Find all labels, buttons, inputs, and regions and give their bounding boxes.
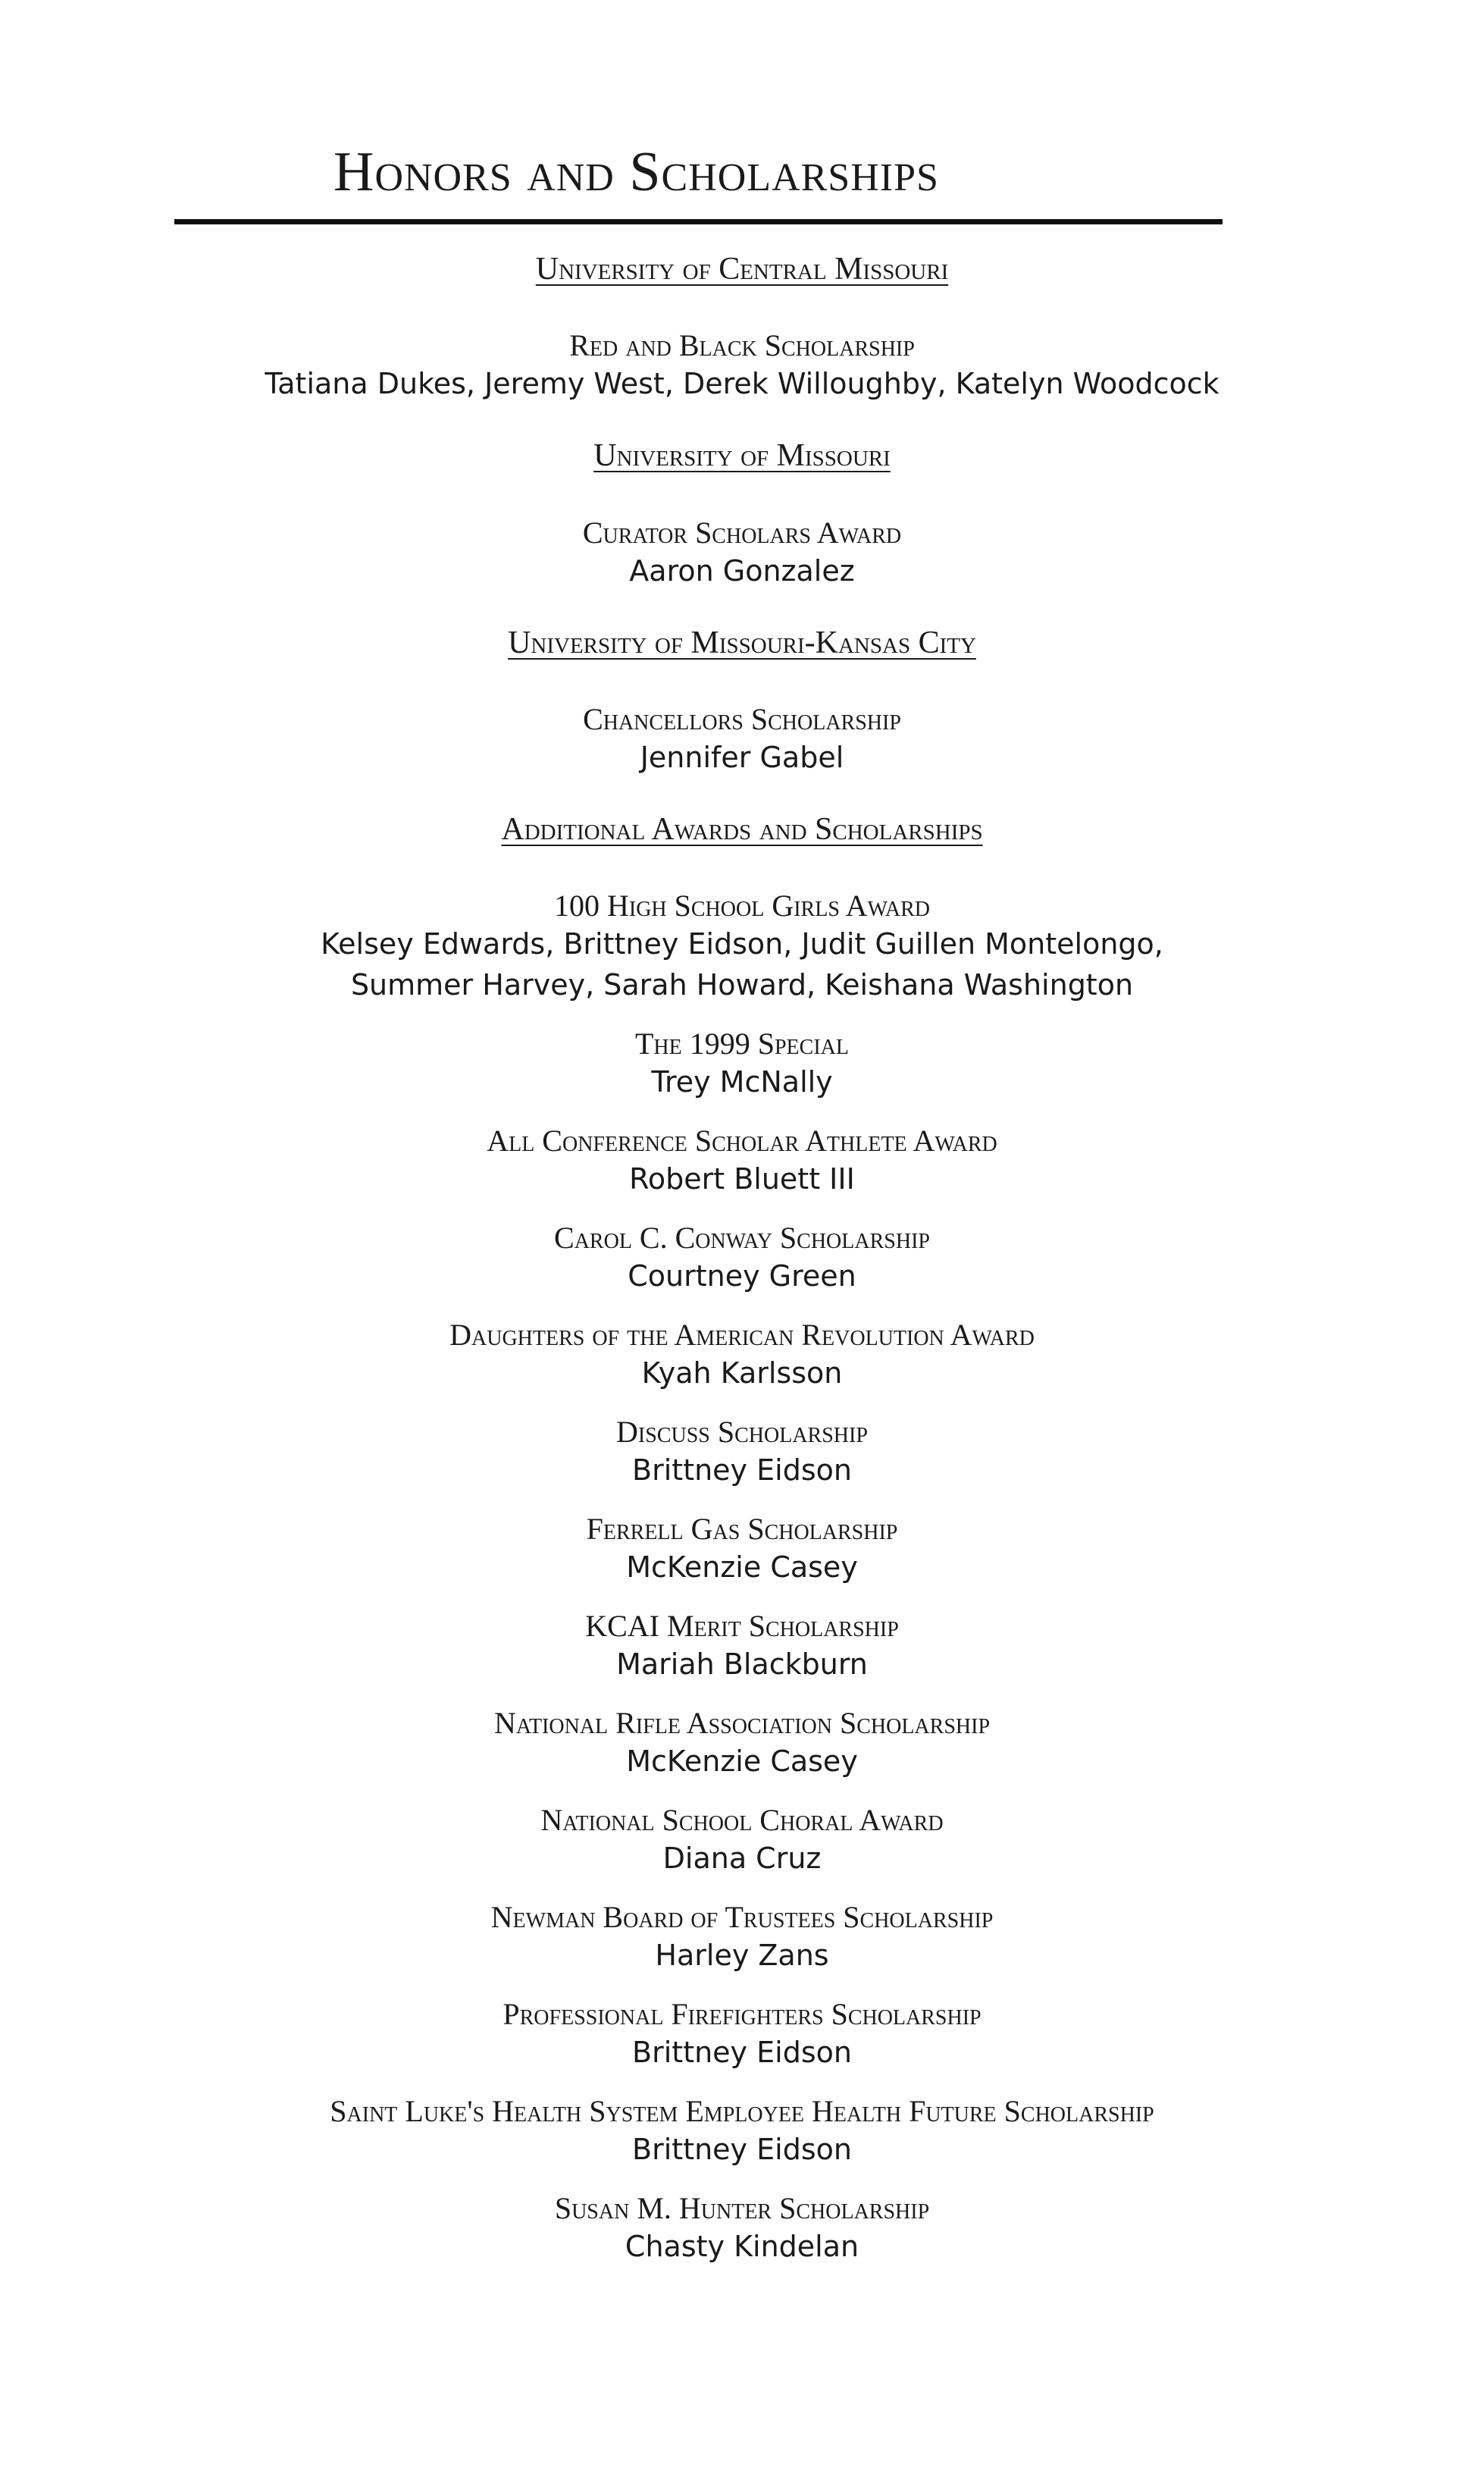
page-title: Honors and Scholarships	[333, 141, 939, 203]
award-entry	[0, 701, 1484, 779]
section-additional-awards	[0, 810, 1484, 2268]
award-recipients: Chasty Kindelan	[625, 2229, 859, 2263]
award-title: Susan M. Hunter Scholarship	[554, 2190, 930, 2225]
award-recipients: Courtney Green	[628, 1259, 856, 1293]
award-recipients: Brittney Eidson	[632, 2035, 852, 2069]
award-title: Curator Scholars Award	[582, 515, 902, 550]
award-recipients: Kyah Karlsson	[641, 1356, 843, 1390]
award-recipients: Jennifer Gabel	[640, 741, 844, 775]
award-recipients: Robert Bluett III	[629, 1162, 855, 1196]
award-entry	[0, 1123, 1484, 1200]
award-title: KCAI Merit Scholarship	[585, 1609, 899, 1644]
award-recipients: Brittney Eidson	[632, 1453, 852, 1488]
award-recipients: McKenzie Casey	[626, 1745, 858, 1778]
award-entry	[0, 1317, 1484, 1394]
section-umkc	[0, 624, 1484, 779]
award-entry	[0, 1220, 1484, 1297]
institution-heading: University of Missouri	[593, 438, 891, 474]
award-entry	[0, 1899, 1484, 1977]
award-entry	[0, 515, 1484, 592]
award-recipients: Summer Harvey, Sarah Howard, Keishana Washington	[350, 968, 1134, 1002]
award-recipients: Tatiana Dukes, Jeremy West, Derek Willoughby, Katelyn Woodcock	[265, 367, 1219, 401]
section-university-of-missouri	[0, 437, 1484, 591]
award-title: National Rifle Association Scholarship	[493, 1706, 991, 1740]
award-title: Red and Black Scholarship	[569, 328, 915, 363]
award-entry	[0, 1414, 1484, 1491]
award-recipients: Brittney Eidson	[632, 2132, 852, 2166]
award-entry	[0, 1802, 1484, 1879]
institution-heading: Additional Awards and Scholarships	[501, 812, 983, 848]
award-entry	[0, 2190, 1484, 2268]
award-title: Daughters of the American Revolution Award	[449, 1318, 1035, 1353]
award-title: Newman Board of Trustees Scholarship	[490, 1899, 994, 1934]
award-title: All Conference Scholar Athlete Award	[487, 1124, 997, 1158]
award-recipients: McKenzie Casey	[626, 1550, 858, 1585]
award-title: Carol C. Conway Scholarship	[554, 1221, 930, 1256]
honors-list	[0, 250, 1484, 2268]
institution-heading: University of Central Missouri	[535, 252, 949, 287]
award-title: Ferrell Gas Scholarship	[586, 1512, 898, 1547]
award-title: Professional Firefighters Scholarship	[502, 1996, 982, 2031]
award-entry	[0, 1511, 1484, 1588]
award-recipients: Trey McNally	[651, 1065, 833, 1099]
award-entry	[0, 2093, 1484, 2171]
award-title: 100 High School Girls Award	[553, 889, 931, 923]
award-recipients: Diana Cruz	[662, 1841, 822, 1875]
award-recipients: Aaron Gonzalez	[629, 553, 855, 588]
award-entry	[0, 1996, 1484, 2074]
award-title: The 1999 Special	[634, 1027, 849, 1061]
award-title: Chancellors Scholarship	[583, 702, 901, 737]
award-recipients: Harley Zans	[655, 1938, 829, 1972]
award-entry	[0, 1026, 1484, 1103]
title-divider	[174, 219, 1223, 224]
award-title: National School Choral Award	[540, 1802, 944, 1837]
award-entry	[0, 888, 1484, 1006]
institution-heading: University of Missouri-Kansas City	[508, 625, 976, 660]
award-title: Saint Luke's Health System Employee Health Future Scholarship	[330, 2093, 1154, 2128]
award-entry	[0, 328, 1484, 405]
section-university-of-central-missouri	[0, 250, 1484, 405]
award-entry	[0, 1705, 1484, 1782]
award-entry	[0, 1608, 1484, 1685]
award-recipients: Kelsey Edwards, Brittney Eidson, Judit Guillen Montelongo,	[321, 927, 1163, 961]
award-recipients: Mariah Blackburn	[616, 1647, 868, 1682]
award-title: Discuss Scholarship	[616, 1415, 868, 1450]
